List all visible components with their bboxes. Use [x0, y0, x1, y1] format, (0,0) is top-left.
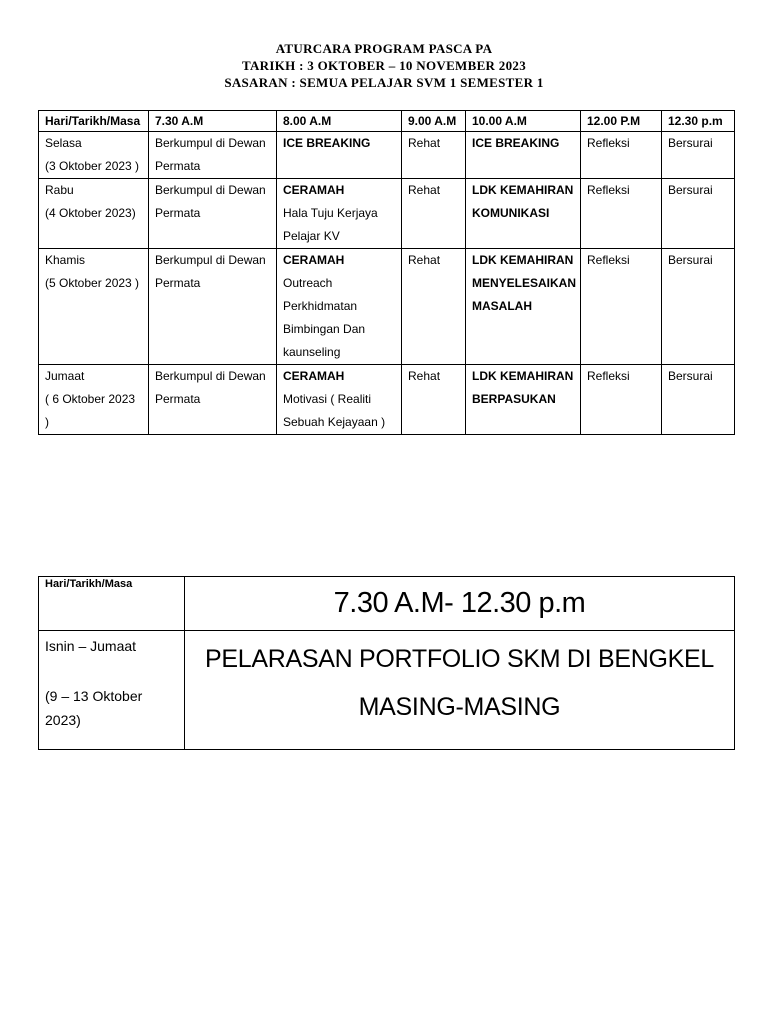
portfolio-dates-line2: 2023) [45, 712, 81, 728]
schedule-body [39, 111, 735, 435]
slot-1230-text: Bersurai [668, 183, 713, 197]
portfolio-days: Isnin – Jumaat [45, 638, 137, 654]
day-date: (3 Oktober 2023 ) [45, 159, 140, 173]
slot-1000-text: LDK KEMAHIRAN [472, 183, 574, 197]
slot-0900-text: Rehat [408, 136, 441, 150]
portfolio-day-cell [39, 631, 185, 750]
slot-1230-text: Bersurai [668, 369, 713, 383]
slot-0900-text: Rehat [408, 369, 441, 383]
schedule-row [39, 249, 735, 365]
slot-0800-text: Bimbingan Dan [283, 322, 366, 336]
slot-0800-text: kaunseling [283, 345, 341, 359]
program-target-audience: SASARAN : SEMUA PELAJAR SVM 1 SEMESTER 1 [224, 75, 544, 90]
slot-1200-cell [581, 179, 662, 249]
slot-1000-cell [466, 249, 581, 365]
slot-0730-cell [149, 365, 277, 435]
day-name: Rabu [45, 183, 74, 197]
slot-0730-cell [149, 179, 277, 249]
slot-1230-cell [662, 179, 735, 249]
document-title-block [0, 40, 768, 91]
schedule-header-row [39, 111, 735, 132]
column-header: 12.30 p.m [662, 111, 735, 132]
slot-0800-cell [277, 132, 402, 179]
day-name: Khamis [45, 253, 86, 267]
slot-1230-text: Bersurai [668, 253, 713, 267]
day-date: (5 Oktober 2023 ) [45, 276, 140, 290]
slot-0800-text: Sebuah Kejayaan ) [283, 415, 386, 429]
portfolio-column-header: Hari/Tarikh/Masa [39, 577, 185, 631]
slot-1000-text: MENYELESAIKAN [472, 276, 577, 290]
portfolio-activity-line2: BENGKEL MASING-MASING [358, 645, 714, 721]
slot-0800-title: CERAMAH [283, 369, 345, 383]
slot-1000-text: KOMUNIKASI [472, 206, 550, 220]
slot-0800-title: CERAMAH [283, 183, 345, 197]
day-date-cell [39, 249, 149, 365]
day-name: Jumaat [45, 369, 85, 383]
slot-0900-text: Rehat [408, 183, 441, 197]
slot-0800-text: Outreach [283, 276, 333, 290]
portfolio-row [39, 631, 735, 750]
slot-0730-cell [149, 132, 277, 179]
schedule-row [39, 365, 735, 435]
slot-0800-text: Motivasi ( Realiti [283, 392, 372, 406]
portfolio-dates-line1: (9 – 13 Oktober [45, 688, 143, 704]
slot-0800-cell [277, 365, 402, 435]
slot-1200-text: Refleksi [587, 183, 630, 197]
program-title: ATURCARA PROGRAM PASCA PA [275, 41, 493, 56]
day-date-cell [39, 132, 149, 179]
slot-1200-text: Refleksi [587, 136, 630, 150]
column-header: 10.00 A.M [466, 111, 581, 132]
slot-1230-cell [662, 249, 735, 365]
slot-0900-cell [402, 132, 466, 179]
slot-0730-text: Permata [155, 206, 201, 220]
column-header: Hari/Tarikh/Masa [39, 111, 149, 132]
schedule-row [39, 132, 735, 179]
portfolio-table [38, 576, 735, 750]
slot-1200-text: Refleksi [587, 253, 630, 267]
slot-1200-cell [581, 365, 662, 435]
portfolio-time-range: 7.30 A.M- 12.30 p.m [185, 577, 735, 631]
slot-1000-cell [466, 365, 581, 435]
slot-0800-title: CERAMAH [283, 253, 345, 267]
slot-1000-text: ICE BREAKING [472, 136, 560, 150]
portfolio-activity-line1: PELARASAN PORTFOLIO SKM DI [205, 645, 592, 673]
slot-0900-cell [402, 365, 466, 435]
slot-0800-text: Hala Tuju Kerjaya [283, 206, 378, 220]
slot-1200-cell [581, 132, 662, 179]
slot-1200-text: Refleksi [587, 369, 630, 383]
slot-1000-text: BERPASUKAN [472, 392, 556, 406]
day-date: ( 6 Oktober 2023 ) [45, 392, 136, 429]
portfolio-activity-cell [185, 631, 735, 750]
slot-0730-text: Permata [155, 392, 201, 406]
slot-0800-title: ICE BREAKING [283, 136, 371, 150]
slot-1000-text: LDK KEMAHIRAN [472, 253, 574, 267]
slot-0800-cell [277, 179, 402, 249]
day-date-cell [39, 365, 149, 435]
slot-1200-cell [581, 249, 662, 365]
slot-0730-text: Berkumpul di Dewan [155, 369, 266, 383]
schedule-row [39, 179, 735, 249]
program-date-range: TARIKH : 3 OKTOBER – 10 NOVEMBER 2023 [241, 58, 526, 73]
slot-1230-cell [662, 365, 735, 435]
slot-1000-text: LDK KEMAHIRAN [472, 369, 574, 383]
slot-1000-cell [466, 179, 581, 249]
slot-1000-cell [466, 132, 581, 179]
slot-0800-cell [277, 249, 402, 365]
slot-0730-cell [149, 249, 277, 365]
day-date: (4 Oktober 2023) [45, 206, 136, 220]
slot-1230-cell [662, 132, 735, 179]
slot-0900-cell [402, 179, 466, 249]
column-header: 8.00 A.M [277, 111, 402, 132]
schedule-table [38, 110, 735, 435]
slot-1000-text: MASALAH [472, 299, 532, 313]
slot-0730-text: Berkumpul di Dewan [155, 183, 266, 197]
day-name: Selasa [45, 136, 82, 150]
slot-0800-text: Pelajar KV [283, 229, 340, 243]
slot-0730-text: Berkumpul di Dewan [155, 253, 266, 267]
slot-0730-text: Permata [155, 276, 201, 290]
column-header: 9.00 A.M [402, 111, 466, 132]
slot-0900-cell [402, 249, 466, 365]
column-header: 12.00 P.M [581, 111, 662, 132]
slot-0730-text: Permata [155, 159, 201, 173]
slot-0800-text: Perkhidmatan [283, 299, 358, 313]
column-header: 7.30 A.M [149, 111, 277, 132]
slot-0730-text: Berkumpul di Dewan [155, 136, 266, 150]
slot-0900-text: Rehat [408, 253, 441, 267]
day-date-cell [39, 179, 149, 249]
portfolio-header-row [39, 577, 735, 631]
slot-1230-text: Bersurai [668, 136, 713, 150]
